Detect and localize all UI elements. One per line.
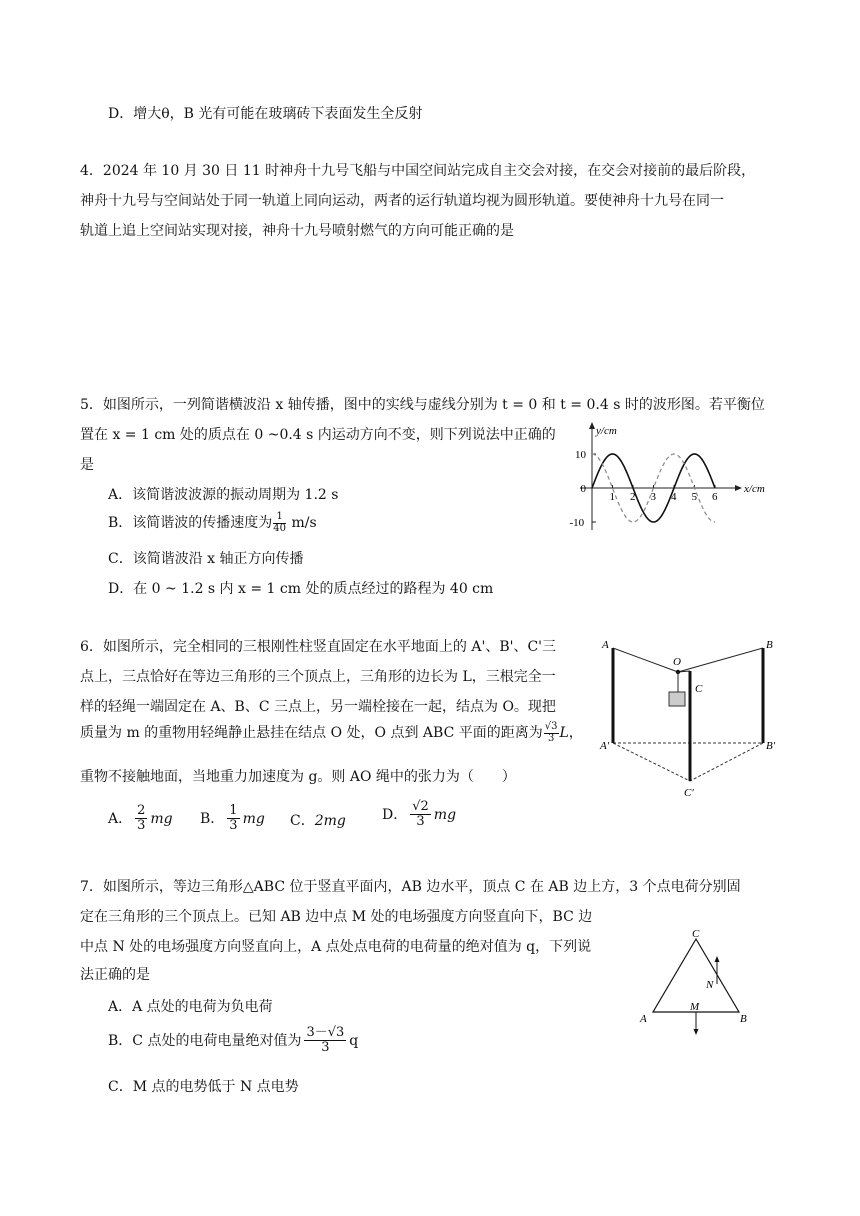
q6-option-b (200, 804, 265, 834)
q6-option-d-mg: mg (433, 806, 457, 823)
q6-option-c (290, 810, 346, 830)
x-tick-label: 3 (650, 491, 656, 503)
q4-text-line2: 神舟十九号与空间站处于同一轨道上同向运动，两者的运行轨道均视为圆形轨道。要使神舟十九号在同一 (80, 193, 724, 209)
q6-distance-fraction (544, 722, 559, 744)
label-a: A (602, 639, 609, 651)
q6-option-b-numerator: 1 (229, 803, 238, 818)
q7-option-b-numerator: 3－√3 (306, 1025, 345, 1040)
x-tick-label: 2 (630, 491, 636, 503)
q6-option-a-numerator: 2 (137, 803, 146, 818)
x-tick-label: 1 (609, 491, 615, 503)
q5-option-b (108, 512, 317, 534)
q5-text-line2: 置在 x = 1 cm 处的质点在 0 ~0.4 s 内运动方向不变，则下列说法中正确的 (80, 427, 556, 443)
q7-text-line1: 7．如图所示，等边三角形△ABC 位于竖直平面内，AB 边水平，顶点 C 在 AB 边上方，3 个点电荷分别固 (80, 879, 741, 895)
pillars-figure (598, 636, 783, 806)
label-b: B (740, 1013, 747, 1025)
label-c-prime: C′ (684, 787, 694, 799)
y-axis-arrow-icon (589, 422, 595, 429)
q5-option-a: A．该简谐波波源的振动周期为 1.2 s (108, 487, 339, 503)
q7-option-b-denominator: 3 (321, 1040, 330, 1056)
q5-text-line1: 5．如图所示，一列简谐横波沿 x 轴传播，图中的实线与虚线分别为 t = 0 和 t = 0.4 s 时的波形图。若平衡位 (80, 397, 765, 413)
x-axis-arrow-icon (735, 485, 742, 491)
x-tick-label: 4 (671, 491, 677, 503)
q6-distance-numerator: √3 (544, 721, 558, 732)
y-axis-label: y/cm (596, 425, 617, 437)
q6-distance-var: L (559, 725, 569, 741)
q5-option-b-prefix: B．该简谐波的传播速度为 (108, 515, 273, 531)
q5-option-d: D．在 0 ~ 1.2 s 内 x = 1 cm 处的质点经过的路程为 40 cm (108, 581, 494, 597)
label-m: M (690, 1001, 700, 1013)
rope-ao (613, 648, 678, 672)
label-a-prime: A′ (600, 740, 610, 752)
q6-option-b-fraction (227, 804, 239, 834)
q5-option-b-unit: m/s (287, 515, 317, 531)
q7-option-a: A．A 点处的电荷为负电荷 (108, 999, 273, 1015)
q6-option-d-fraction (410, 800, 431, 830)
q7-option-b-suffix: q (349, 1032, 359, 1049)
q6-option-b-label: B． (200, 810, 225, 827)
q7-option-b (108, 1026, 358, 1056)
q5-option-b-fraction (273, 512, 286, 534)
q6-option-a-fraction (135, 804, 147, 834)
wave-graph (560, 418, 775, 536)
q7-text-line3: 中点 N 处的电场强度方向竖直向上，A 点处点电荷的电荷量的绝对值为 q，下列说 (80, 939, 592, 955)
q7-text-line2: 定在三角形的三个顶点上。已知 AB 边中点 M 处的电场强度方向竖直向下，BC 边 (80, 909, 593, 925)
label-a: A (640, 1013, 647, 1025)
y-tick-label: 0 (580, 483, 586, 495)
weight-block (669, 692, 685, 706)
q4-text-line1: 4．2024 年 10 月 30 日 11 时神舟十九号飞船与中国空间站完成自主交会对接，在交会对接前的最后阶段， (80, 163, 756, 179)
q6-option-d (382, 800, 456, 830)
q6-distance-denominator: 3 (547, 732, 555, 744)
q6-option-b-denominator: 3 (229, 818, 238, 834)
q6-text-line5: 重物不接触地面，当地重力加速度为 g。则 AO 绳中的张力为（ ） (80, 769, 516, 785)
x-tick-label: 5 (691, 491, 697, 503)
q6-line4-suffix: ， (568, 725, 583, 741)
base-line-bc (690, 743, 763, 781)
q7-option-b-prefix: B．C 点处的电荷电量绝对值为 (108, 1032, 302, 1049)
q6-option-a (108, 804, 173, 834)
x-tick-label: 6 (712, 491, 718, 503)
triangle-figure (636, 924, 766, 1036)
q3-option-d: D．增大θ，B 光有可能在玻璃砖下表面发生全反射 (108, 106, 423, 122)
q7-text-line4: 法正确的是 (80, 967, 150, 983)
rope-bo (678, 648, 763, 672)
label-n: N (706, 979, 714, 991)
label-b-prime: B′ (766, 740, 776, 752)
y-tick-label: 10 (575, 449, 586, 461)
arrow-down-icon (694, 1029, 699, 1035)
q6-option-d-label: D． (382, 806, 408, 823)
q6-option-c-label: C． (290, 813, 315, 829)
y-tick-label: -10 (569, 517, 585, 529)
q5-option-c: C．该简谐波沿 x 轴正方向传播 (108, 551, 304, 567)
q6-text-line4 (80, 722, 583, 744)
q6-option-c-value: 2mg (314, 813, 346, 829)
arrow-up-icon (715, 956, 720, 962)
q6-option-d-denominator: 3 (416, 814, 425, 830)
base-line-ac (613, 743, 690, 781)
q6-text-line3: 样的轻绳一端固定在 A、B、C 三点上，另一端栓接在一起，结点为 O。现把 (80, 699, 556, 715)
q6-line4-prefix: 质量为 m 的重物用轻绳静止悬挂在结点 O 处，O 点到 ABC 平面的距离为 (80, 725, 543, 741)
x-axis-label: x/cm (744, 483, 765, 495)
label-c: C (692, 928, 700, 940)
label-o: O (673, 656, 681, 668)
q6-option-b-mg: mg (242, 810, 265, 827)
q6-option-d-numerator: √2 (412, 799, 429, 814)
q4-text-line3: 轨道上追上空间站实现对接，神舟十九号喷射燃气的方向可能正确的是 (80, 223, 514, 239)
label-b: B (766, 639, 773, 651)
q6-option-a-mg: mg (150, 810, 173, 827)
q5-text-line3: 是 (80, 457, 94, 473)
q6-text-line2: 点上，三点恰好在等边三角形的三个顶点上，三角形的边长为 L，三根完全一 (80, 669, 556, 685)
q7-option-b-fraction (304, 1026, 346, 1056)
q5-option-b-denominator: 40 (273, 522, 287, 534)
q7-option-c: C．M 点的电势低于 N 点电势 (108, 1079, 299, 1095)
q6-text-line1: 6．如图所示，完全相同的三根刚性柱竖直固定在水平地面上的 A'、B'、C'三 (80, 639, 557, 655)
q6-option-a-denominator: 3 (137, 818, 146, 834)
label-c: C (695, 683, 703, 695)
q5-option-b-numerator: 1 (273, 512, 286, 524)
q6-option-a-label: A． (108, 810, 133, 827)
